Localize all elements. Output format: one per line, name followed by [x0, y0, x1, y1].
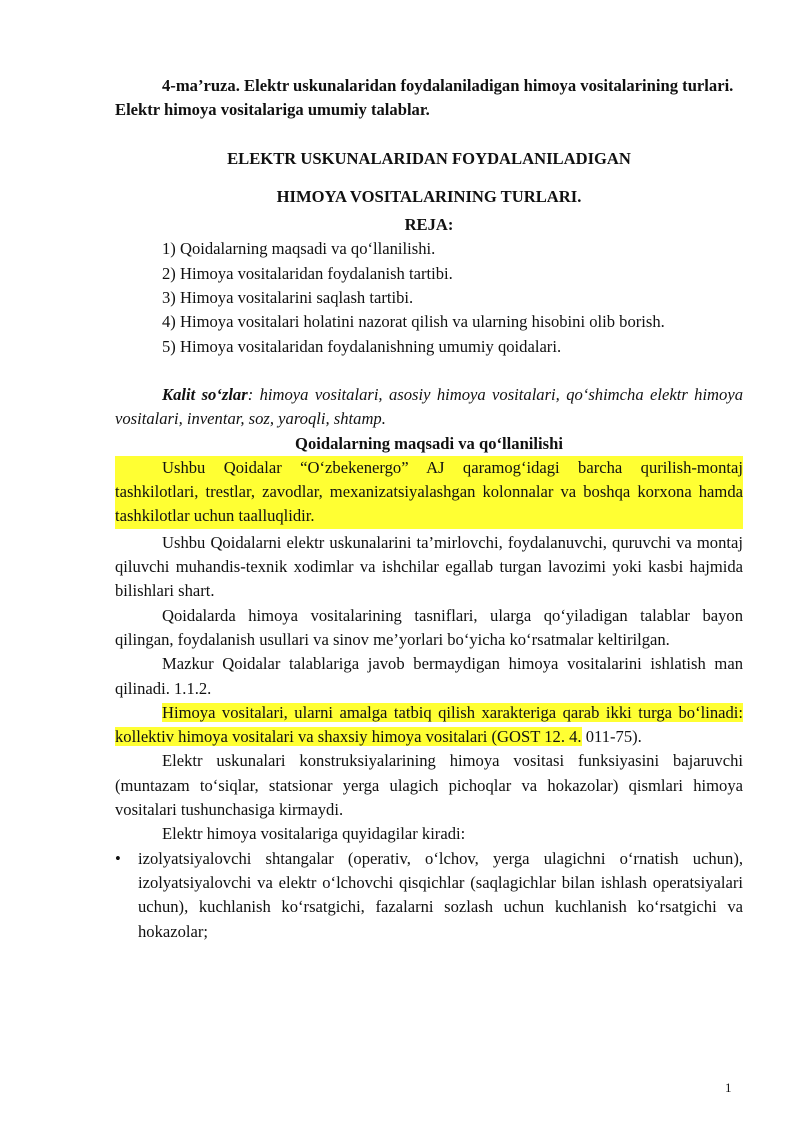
plan-item: 5) Himoya vositalaridan foydalanishning umumiy qoidalari. [162, 336, 562, 356]
keywords-paragraph [115, 383, 743, 432]
paragraph: Qoidalarda himoya vositalarining tasniflari, ularga qo‘yiladigan talablar bayon qilingan, foydalanish usullari va sinov me’yorlari bo‘yicha ko‘rsatmalar keltirilgan. [115, 605, 743, 649]
paragraph: Ushbu Qoidalarni elektr uskunalarini ta’mirlovchi, foydalanuvchi, quruvchi va montaj qiluvchi muhandis-texnik xodimlar va ishchilar egallab turgan lavozimi yoki kasbi hajmida bilishlari shart. [115, 532, 743, 601]
bullet-item [115, 847, 743, 944]
page-number: 1 [725, 1080, 732, 1095]
paragraph: Elektr uskunalari konstruksiyalarining himoya vositasi funksiyasini bajaruvchi (muntazam to‘siqlar, statsionar yerga ulagich pichoqlar va hokazolar) qismlari himoya vositalari tushunchasiga kirmaydi. [115, 751, 743, 820]
heading-line-2: HIMOYA VOSITALARINING TURLARI. [276, 186, 582, 206]
document-page [115, 74, 743, 944]
plan-item: 3) Himoya vositalarini saqlash tartibi. [162, 288, 414, 308]
paragraph: Mazkur Qoidalar talablariga javob bermaydigan himoya vositalarini ishlatish man qilinadi. 1.1.2. [115, 654, 743, 698]
paragraph-tail: 011-75). [585, 727, 642, 747]
plan-list [115, 237, 743, 358]
section-heading: Qoidalarning maqsadi va qo‘llanilishi [295, 433, 563, 453]
highlighted-paragraph-2 [115, 701, 743, 750]
plan-item: 2) Himoya vositalaridan foydalanish tartibi. [162, 263, 453, 283]
plan-item: 1) Qoidalarning maqsadi va qo‘llanilishi. [162, 239, 436, 259]
bullet-text: izolyatsiyalovchi shtangalar (operativ, o‘lchov, yerga ulagichni o‘rnatish uchun), izolyatsiyalovchi va elektr o‘lchovchi qisqichlar (saqlagichlar bilan ishlash operatsiyalari uchun), kuchlanish ko‘rsatgichi, fazalarni sozlash uchun kuchlanish ko‘rsatgichi va hokazolar; [138, 848, 743, 941]
paragraph: Elektr himoya vositalariga quyidagilar kiradi: [162, 824, 466, 844]
highlighted-text: Himoya vositalari, ularni amalga tatbiq qilish xarakteriga qarab ikki turga bo‘linadi: kollektiv himoya vositalari va shaxsiy himoya vositalari (GOST 12. 4. [115, 702, 743, 747]
lecture-title: 4-ma’ruza. Elektr uskunalaridan foydalaniladigan himoya vositalarining turlari. Elektr himoya vositalariga umumiy talablar. [115, 76, 734, 120]
keywords-text: : himoya vositalari, asosiy himoya vositalari, qo‘shimcha elektr himoya vositalari, inventar, soz, yaroqli, shtamp. [115, 384, 744, 429]
highlighted-paragraph: Ushbu Qoidalar “O‘zbekenergo” AJ qaramog‘idagi barcha qurilish-montaj tashkilotlari, trestlar, zavodlar, mexanizatsiyalashgan kolonnalar va boshqa korxona hamda tashkilotlar uchun taalluqlidir. [115, 456, 743, 529]
reja-label: REJA: [404, 215, 454, 235]
keywords-label: Kalit so‘zlar [162, 384, 248, 404]
heading-line-1: ELEKTR USKUNALARIDAN FOYDALANILADIGAN [227, 148, 631, 168]
plan-item: 4) Himoya vositalari holatini nazorat qilish va ularning hisobini olib borish. [162, 312, 665, 332]
bullet-icon: • [115, 848, 121, 868]
